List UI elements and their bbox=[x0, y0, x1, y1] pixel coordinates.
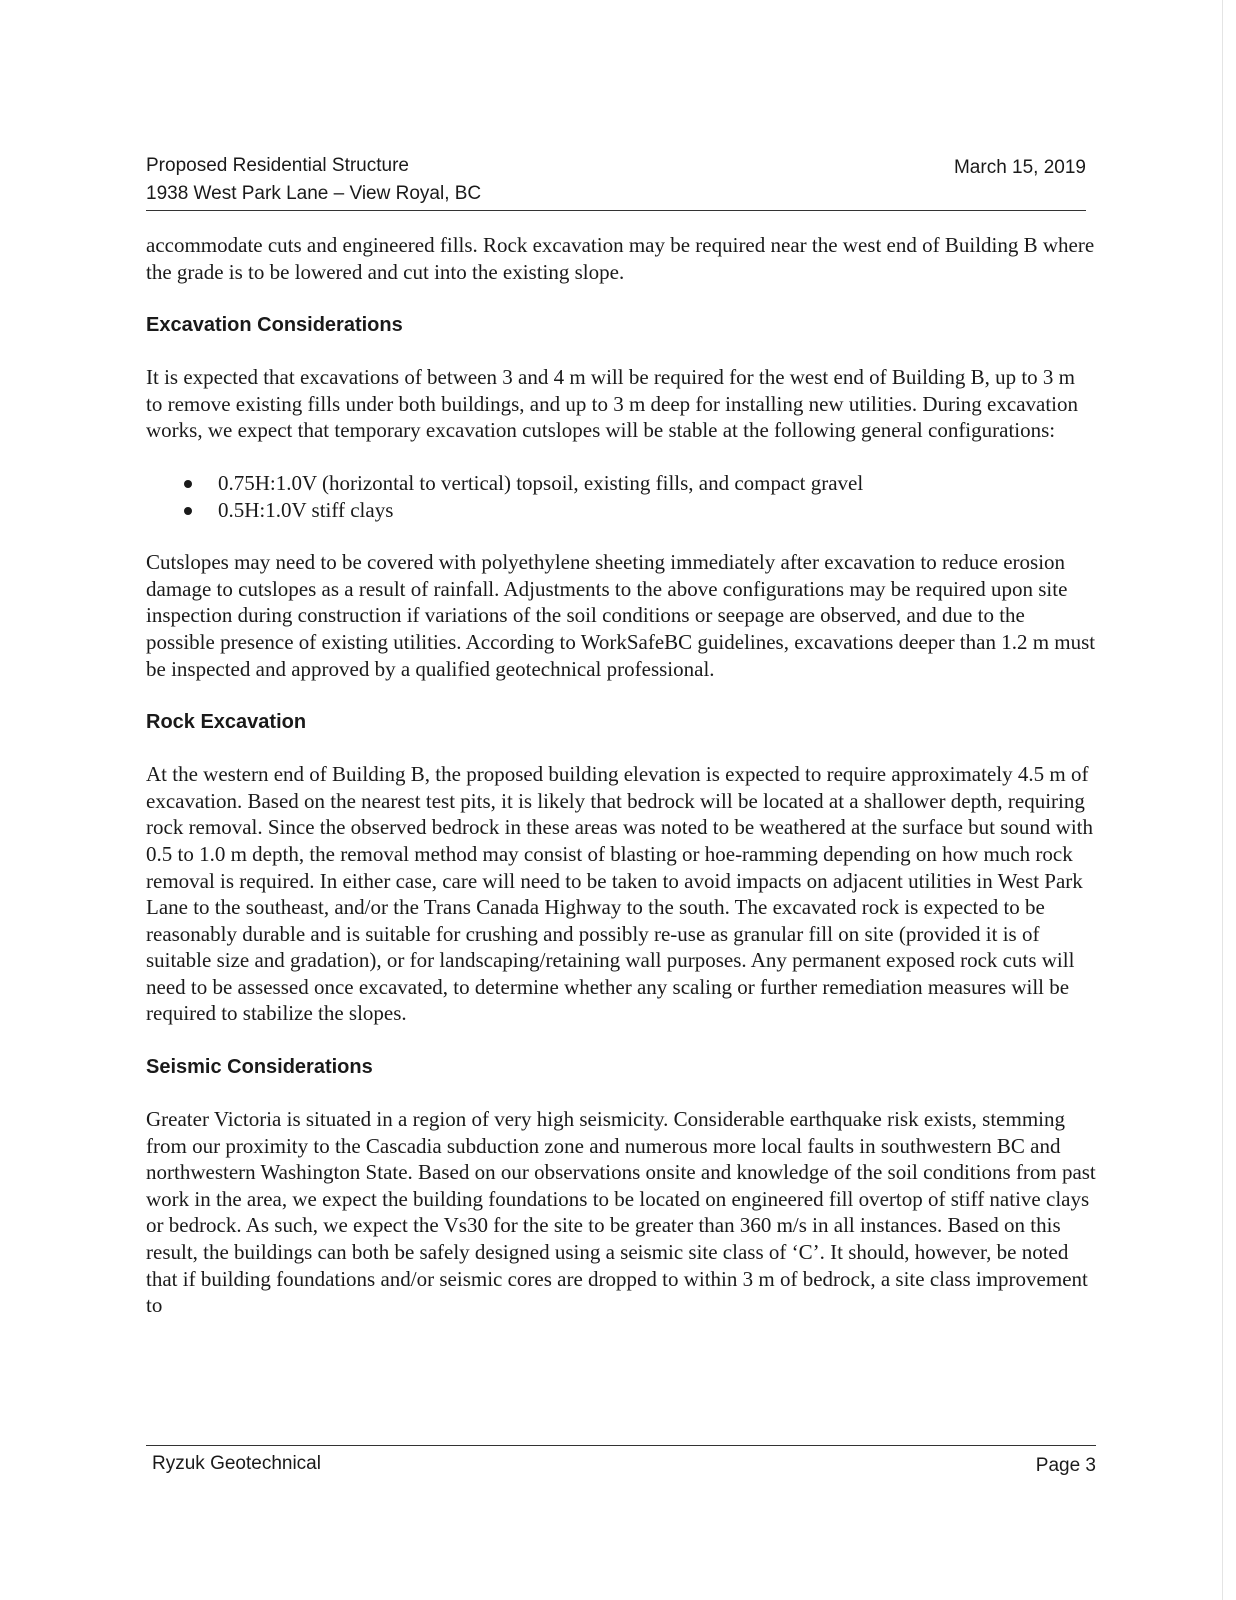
footer-company: Ryzuk Geotechnical bbox=[152, 1453, 321, 1474]
page-header bbox=[146, 152, 1086, 208]
rock-excavation-paragraph: At the western end of Building B, the proposed building elevation is expected to require approximately 4.5 m of excavation. Based on the nearest test pits, it is likely that bedrock will be located at a shallower depth, requiring rock removal. Since the observed bedrock in these areas was noted to be weathered at the surface but sound with 0.5 to 1.0 m depth, the removal method may consist of blasting or hoe-ramming depending on how much rock removal is required. In either case, care will need to be taken to avoid impacts on adjacent utilities in West Park Lane to the southeast, and/or the Trans Canada Highway to the south. The excavated rock is expected to be reasonably durable and is suitable for crushing and possibly re-use as granular fill on site (provided it is of suitable size and gradation), or for landscaping/retaining wall purposes. Any permanent exposed rock cuts will need to be assessed once excavated, to determine whether any scaling or further remediation measures will be required to stabilize the slopes. bbox=[146, 762, 1093, 1026]
bullet-icon bbox=[184, 507, 192, 515]
document-body bbox=[146, 232, 1096, 1319]
excavation-paragraph-2: Cutslopes may need to be covered with polyethylene sheeting immediately after excavation to reduce erosion damage to cutslopes as a result of rainfall. Adjustments to the above configurations may be required upon site inspection during construction if variations of the soil conditions or seepage are observed, and due to the possible presence of existing utilities. According to WorkSafeBC guidelines, excavations deeper than 1.2 m must be inspected and approved by a qualified geotechnical professional. bbox=[146, 550, 1096, 681]
heading-seismic: Seismic Considerations bbox=[146, 1056, 373, 1079]
bullet-icon bbox=[184, 480, 192, 488]
heading-rock-excavation: Rock Excavation bbox=[146, 711, 307, 734]
header-address: 1938 West Park Lane – View Royal, BC bbox=[146, 183, 482, 204]
header-project: Proposed Residential Structure bbox=[146, 155, 409, 176]
footer-divider bbox=[146, 1445, 1096, 1446]
page-number: Page 3 bbox=[1035, 1455, 1096, 1476]
heading-excavation: Excavation Considerations bbox=[146, 314, 403, 337]
list-item bbox=[146, 470, 1096, 497]
list-item bbox=[146, 497, 1096, 524]
header-divider bbox=[146, 210, 1086, 211]
header-date: March 15, 2019 bbox=[953, 157, 1086, 178]
page-footer bbox=[152, 1450, 1096, 1478]
page-edge-line bbox=[1222, 0, 1223, 1600]
seismic-paragraph: Greater Victoria is situated in a region of very high seismicity. Considerable earthquake risk exists, stemming from our proximity to the Cascadia subduction zone and numerous more local faults in southwestern BC and northwestern Washington State. Based on our observations onsite and knowledge of the soil conditions from past work in the area, we expect the building foundations to be located on engineered fill overtop of stiff native clays or bedrock. As such, we expect the Vs30 for the site to be greater than 360 m/s in all instances. Based on this result, the buildings can both be safely designed using a seismic site class of ‘C’. It should, however, be noted that if building foundations and/or seismic cores are dropped to within 3 m of bedrock, a site class improvement to bbox=[146, 1107, 1096, 1318]
list-item-text: 0.75H:1.0V (horizontal to vertical) topsoil, existing fills, and compact gravel bbox=[218, 470, 864, 495]
slope-configuration-list bbox=[146, 470, 1096, 523]
excavation-paragraph-1: It is expected that excavations of between 3 and 4 m will be required for the west end of Building B, up to 3 m to remove existing fills under both buildings, and up to 3 m deep for installing new utilities. During excavation works, we expect that temporary excavation cutslopes will be stable at the following general configurations: bbox=[146, 365, 1079, 443]
list-item-text: 0.5H:1.0V stiff clays bbox=[218, 497, 394, 522]
intro-paragraph: accommodate cuts and engineered fills. Rock excavation may be required near the west end of Building B where the grade is to be lowered and cut into the existing slope. bbox=[146, 233, 1095, 284]
